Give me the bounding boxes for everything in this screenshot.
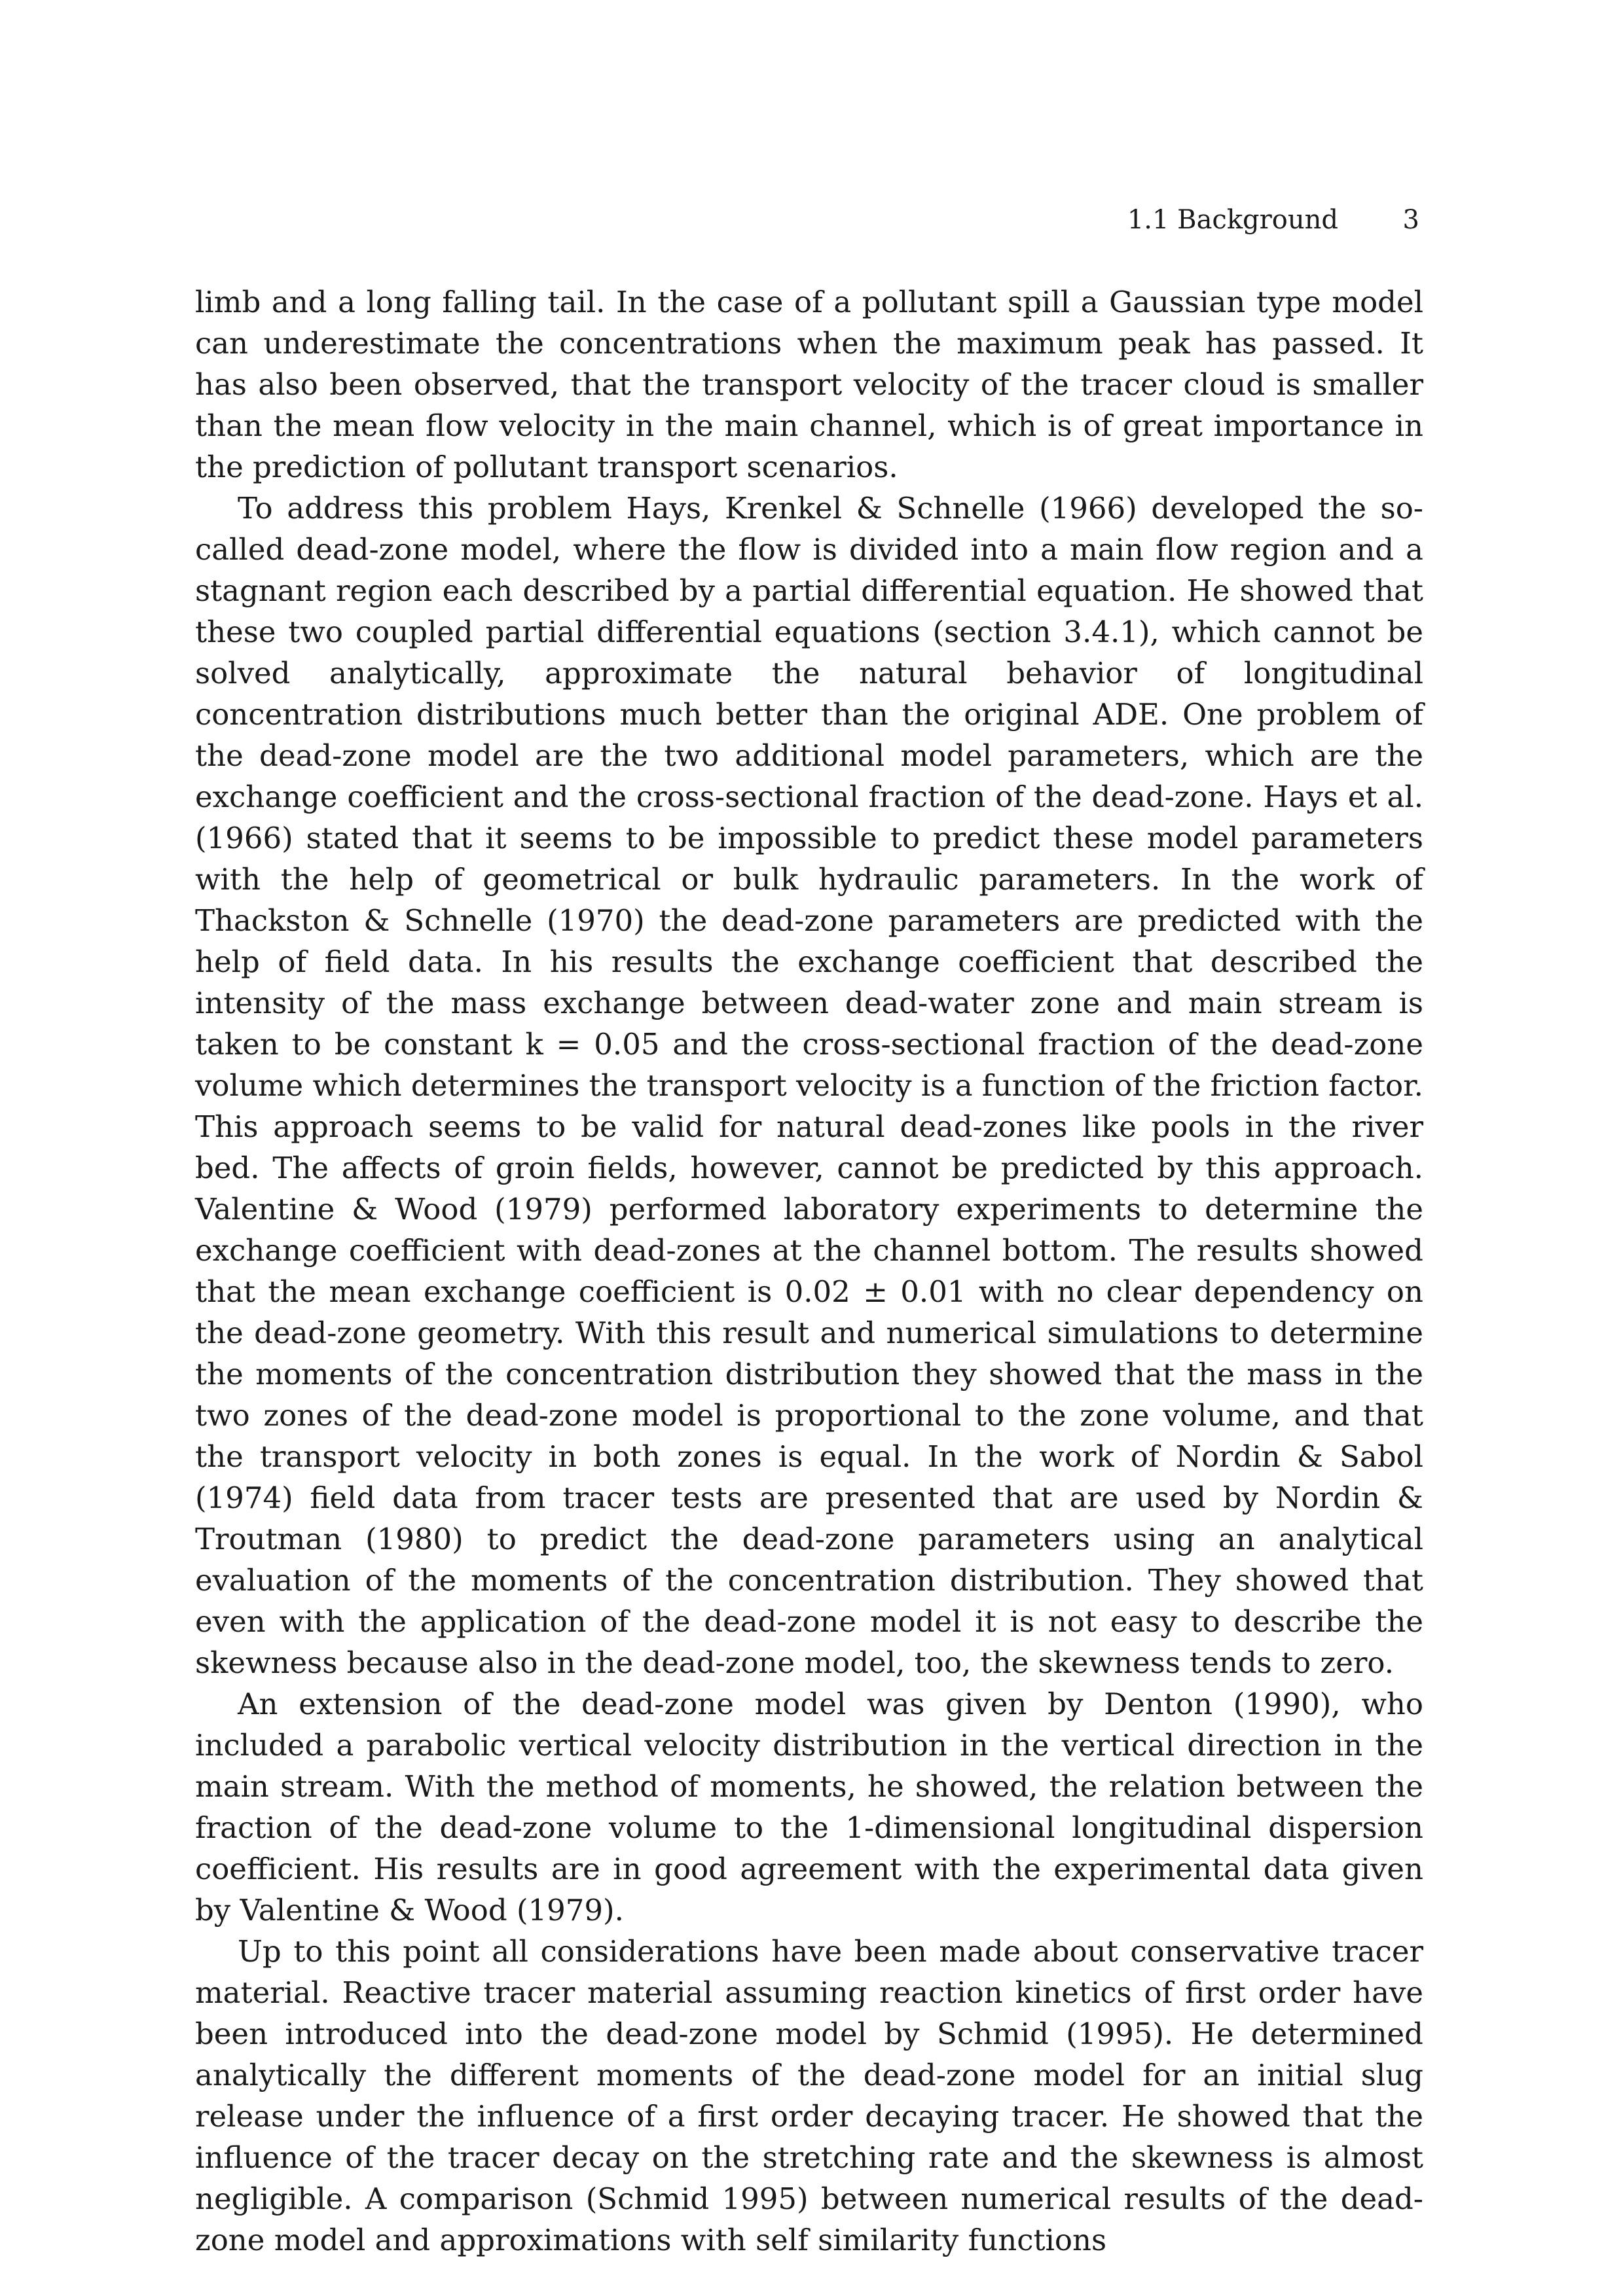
- paragraph-denton-extension: An extension of the dead-zone model was given by Denton (1990), who included a parabolic vertical velocity distribution in the vertical direction in the main stream. With the method of moments, he showed, the relation between the fraction of the dead-zone volume to the 1-dimensional longitudinal dispersion coefficient. His results are in good agreement with the experimental data given by Valentine & Wood (1979).: [195, 1687, 1423, 1928]
- paragraph-continuation: limb and a long falling tail. In the case of a pollutant spill a Gaussian type model can underestimate the concentrations when the maximum peak has passed. It has also been observed, that the transport velocity of the tracer cloud is smaller than the mean flow velocity in the main channel, which is of great importance in the prediction of pollutant transport scenarios.: [195, 285, 1423, 484]
- paragraph-dead-zone-model: To address this problem Hays, Krenkel & Schnelle (1966) developed the so-called dead-zone model, where the flow is divided into a main flow region and a stagnant region each described by a partial differential equation. He showed that these two coupled partial differential equations (section 3.4.1), which cannot be solved analytically, approximate the natural behavior of longitudinal concentration distributions much better than the original ADE. One problem of the dead-zone model are the two additional model parameters, which are the exchange coefficient and the cross-sectional fraction of the dead-zone. Hays et al. (1966) stated that it seems to be impossible to predict these model parameters with the help of geometrical or bulk hydraulic parameters. In the work of Thackston & Schnelle (1970) the dead-zone parameters are predicted with the help of field data. In his results the exchange coefficient that described the intensity of the mass exchange between dead-water zone and main stream is taken to be constant k = 0.05 and the cross-sectional fraction of the dead-zone volume which determines the transport velocity is a function of the friction factor. This approach seems to be valid for natural dead-zones like pools in the river bed. The affects of groin fields, however, cannot be predicted by this approach. Valentine & Wood (1979) performed laboratory experiments to determine the exchange coefficient with dead-zones at the channel bottom. The results showed that the mean exchange coefficient is 0.02 ± 0.01 with no clear dependency on the dead-zone geometry. With this result and numerical simulations to determine the moments of the concentration distribution they showed that the mass in the two zones of the dead-zone model is proportional to the zone volume, and that the transport velocity in both zones is equal. In the work of Nordin & Sabol (1974) field data from tracer tests are presented that are used by Nordin & Troutman (1980) to predict the dead-zone parameters using an analytical evaluation of the moments of the concentration distribution. They showed that even with the application of the dead-zone model it is not easy to describe the skewness because also in the dead-zone model, too, the skewness tends to zero.: [195, 491, 1423, 1680]
- paragraph-reactive-tracer: Up to this point all considerations have been made about conservative tracer material. Reactive tracer material assuming reaction kinetics of first order have been introduced into the dead-zone model by Schmid (1995). He determined analytically the different moments of the dead-zone model for an initial slug release under the influence of a first order decaying tracer. He showed that the influence of the tracer decay on the stretching rate and the skewness is almost negligible. A comparison (Schmid 1995) between numerical results of the dead-zone model and approximations with self similarity functions: [195, 1934, 1423, 2257]
- header-section-title: 1.1 Background: [1127, 205, 1338, 235]
- body-text: [195, 281, 1423, 2261]
- page-number: 3: [1402, 205, 1419, 235]
- running-header: [195, 202, 1423, 238]
